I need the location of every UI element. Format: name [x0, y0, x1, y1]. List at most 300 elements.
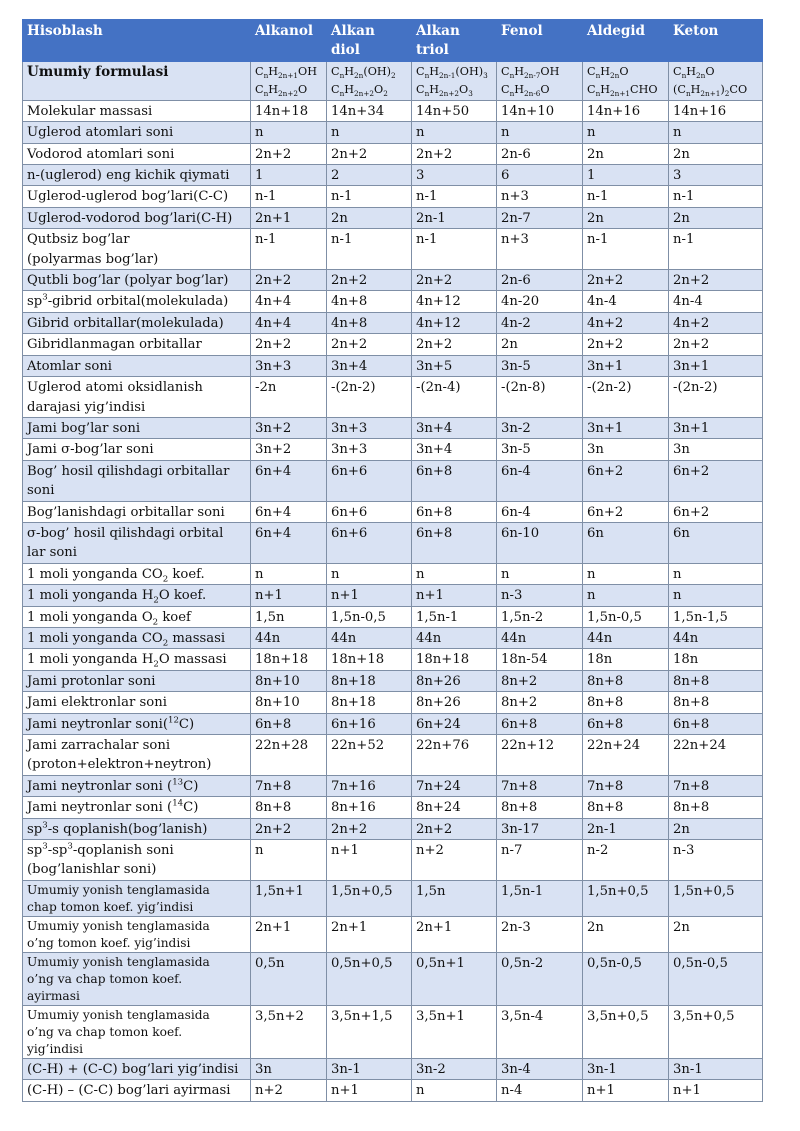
value-cell: 3n+3: [327, 417, 412, 438]
table-row: [23, 207, 763, 228]
value-cell: 3n+3: [251, 355, 327, 376]
value-cell: 8n+18: [327, 692, 412, 713]
value-cell: 44n: [669, 627, 763, 648]
formula-line: $C_nH_{2n+2}O$: [255, 83, 308, 99]
value-cell: n-1: [327, 186, 412, 207]
value-cell: n+1: [327, 840, 412, 881]
value-cell: 22n+12: [497, 735, 583, 776]
table-row: [23, 818, 763, 839]
value-cell: n-1: [251, 229, 327, 270]
value-cell: 0,5n+1: [412, 952, 497, 1005]
value-cell: 3n: [251, 1058, 327, 1079]
value-cell: 2n+2: [583, 270, 669, 291]
value-cell: 2n+1: [327, 916, 412, 952]
value-cell: n-1: [412, 186, 497, 207]
value-cell: 8n+8: [669, 797, 763, 818]
value-cell: 8n+18: [327, 670, 412, 691]
value-cell: 8n+8: [583, 670, 669, 691]
value-cell: 1,5n-1,5: [669, 606, 763, 627]
value-cell: 6n+4: [251, 522, 327, 563]
table-row: [23, 775, 763, 796]
value-cell: n: [669, 585, 763, 606]
value-cell: 8n+26: [412, 692, 497, 713]
value-cell: n: [583, 585, 669, 606]
value-cell: 0,5n: [251, 952, 327, 1005]
value-cell: 2n+1: [251, 916, 327, 952]
value-cell: 6n+4: [251, 460, 327, 501]
value-cell: 6n+4: [251, 501, 327, 522]
table-row: [23, 143, 763, 164]
value-cell: n: [412, 122, 497, 143]
formula-cell: [669, 61, 763, 100]
row-label: Uglerod-vodorod bog’lari(C-H): [23, 207, 251, 228]
value-cell: 3n-17: [497, 818, 583, 839]
value-cell: 2n+2: [251, 334, 327, 355]
row-label: Qutbli bog’lar (polyar bog’lar): [23, 270, 251, 291]
row-label: 1 moli yonganda $H_2O$ massasi: [23, 649, 251, 670]
value-cell: 18n: [669, 649, 763, 670]
value-cell: 3n+2: [251, 439, 327, 460]
row-label: $sp^3$-gibrid orbital(molekulada): [23, 291, 251, 312]
table-row: [23, 692, 763, 713]
value-cell: 1,5n+0,5: [327, 880, 412, 916]
table-row: [23, 880, 763, 916]
value-cell: 6n+6: [327, 501, 412, 522]
value-cell: 22n+52: [327, 735, 412, 776]
table-row: [23, 735, 763, 776]
value-cell: 1,5n+0,5: [583, 880, 669, 916]
value-cell: 22n+24: [583, 735, 669, 776]
value-cell: 44n: [327, 627, 412, 648]
value-cell: 2n+2: [412, 143, 497, 164]
table-row: [23, 797, 763, 818]
value-cell: 2n: [583, 916, 669, 952]
value-cell: 14n+18: [251, 100, 327, 121]
value-cell: -(2n-2): [583, 377, 669, 418]
row-label: Uglerod atomlari soni: [23, 122, 251, 143]
value-cell: 6n+8: [497, 713, 583, 734]
formula-cell: [497, 61, 583, 100]
value-cell: 4n+12: [412, 312, 497, 333]
row-label: Molekular massasi: [23, 100, 251, 121]
row-label: Umumiy yonish tenglamasida chap tomon koef. yig’indisi: [23, 880, 251, 916]
value-cell: 3n+5: [412, 355, 497, 376]
value-cell: 3,5n-4: [497, 1005, 583, 1058]
value-cell: 22n+76: [412, 735, 497, 776]
value-cell: 2n+2: [327, 818, 412, 839]
value-cell: 3,5n+1: [412, 1005, 497, 1058]
value-cell: 44n: [497, 627, 583, 648]
value-cell: n-1: [669, 186, 763, 207]
value-cell: 8n+8: [583, 692, 669, 713]
value-cell: 8n+2: [497, 692, 583, 713]
value-cell: 4n+8: [327, 312, 412, 333]
value-cell: 44n: [251, 627, 327, 648]
value-cell: n+3: [497, 229, 583, 270]
row-label: Jami protonlar soni: [23, 670, 251, 691]
value-cell: n: [327, 122, 412, 143]
table-row: [23, 312, 763, 333]
value-cell: 3n-2: [497, 417, 583, 438]
value-cell: 2n+2: [669, 334, 763, 355]
row-label: Qutbsiz bog’lar (polyarmas bog’lar): [23, 229, 251, 270]
value-cell: 8n+8: [251, 797, 327, 818]
value-cell: n: [669, 563, 763, 584]
table-row: [23, 334, 763, 355]
value-cell: n-7: [497, 840, 583, 881]
value-cell: 2n+2: [412, 818, 497, 839]
value-cell: n: [583, 122, 669, 143]
value-cell: n-2: [583, 840, 669, 881]
header-fenol: Fenol: [497, 20, 583, 62]
value-cell: 3n-5: [497, 439, 583, 460]
value-cell: n-1: [669, 229, 763, 270]
row-label: σ-bog’ hosil qilishdagi orbital lar soni: [23, 522, 251, 563]
value-cell: 4n-4: [669, 291, 763, 312]
value-cell: 2n+2: [669, 270, 763, 291]
value-cell: -(2n-2): [327, 377, 412, 418]
value-cell: 6n+6: [327, 460, 412, 501]
formula-line: $C_nH_{2n-6}O$: [501, 83, 550, 99]
table-row: [23, 649, 763, 670]
formula-line: $(C_nH_{2n+1})_2CO$: [673, 83, 748, 99]
table-row: [23, 522, 763, 563]
value-cell: 2n+2: [327, 334, 412, 355]
formula-line: $C_nH_{2n+2}O_3$: [416, 83, 473, 99]
value-cell: 6n: [669, 522, 763, 563]
value-cell: 2n: [497, 334, 583, 355]
table-row: [23, 186, 763, 207]
value-cell: 7n+16: [327, 775, 412, 796]
value-cell: 4n+8: [327, 291, 412, 312]
value-cell: 4n+12: [412, 291, 497, 312]
value-cell: 7n+8: [497, 775, 583, 796]
table-row: [23, 417, 763, 438]
formula-line: $C_nH_{2n}O$: [673, 64, 715, 81]
row-label: Umumiy yonish tenglamasida o’ng va chap tomon koef. yig’indisi: [23, 1005, 251, 1058]
table-row: [23, 270, 763, 291]
value-cell: 6n-4: [497, 460, 583, 501]
row-label: Gibrid orbitallar(molekulada): [23, 312, 251, 333]
value-cell: 4n-2: [497, 312, 583, 333]
value-cell: 2n: [669, 207, 763, 228]
value-cell: 2n: [669, 818, 763, 839]
header-keton: Keton: [669, 20, 763, 62]
formula-cell: [327, 61, 412, 100]
value-cell: n-1: [327, 229, 412, 270]
header-calculation: Hisoblash: [23, 20, 251, 62]
formula-comparison-table: [22, 19, 763, 1102]
value-cell: 1,5n-1: [412, 606, 497, 627]
value-cell: 2n+2: [583, 334, 669, 355]
value-cell: 7n+8: [251, 775, 327, 796]
value-cell: 6n-10: [497, 522, 583, 563]
row-label: Vodorod atomlari soni: [23, 143, 251, 164]
value-cell: 14n+16: [583, 100, 669, 121]
row-label: 1 moli yonganda $H_2O$ koef.: [23, 585, 251, 606]
table-row: [23, 377, 763, 418]
value-cell: n-1: [251, 186, 327, 207]
value-cell: 6n+8: [412, 522, 497, 563]
value-cell: 8n+2: [497, 670, 583, 691]
row-label: (C-H) – (C-C) bog’lari ayirmasi: [23, 1080, 251, 1101]
value-cell: 2n+2: [251, 270, 327, 291]
formula-line: $C_nH_{2n-1}(OH)_3$: [416, 64, 488, 81]
table-row: [23, 355, 763, 376]
value-cell: 3n: [669, 439, 763, 460]
value-cell: 3n-1: [583, 1058, 669, 1079]
row-label: Umumiy yonish tenglamasida o’ng tomon koef. yig’indisi: [23, 916, 251, 952]
value-cell: n: [412, 1080, 497, 1101]
value-cell: 6n-4: [497, 501, 583, 522]
value-cell: n+1: [412, 585, 497, 606]
value-cell: 3n+4: [412, 439, 497, 460]
value-cell: 22n+24: [669, 735, 763, 776]
value-cell: 6n+8: [412, 460, 497, 501]
value-cell: n+1: [583, 1080, 669, 1101]
formula-cell: [412, 61, 497, 100]
value-cell: 44n: [583, 627, 669, 648]
table-row: [23, 1080, 763, 1101]
value-cell: 1: [583, 165, 669, 186]
value-cell: 4n+4: [251, 312, 327, 333]
row-label: Jami bog’lar soni: [23, 417, 251, 438]
value-cell: 3n-5: [497, 355, 583, 376]
row-label: Bog’ hosil qilishdagi orbitallar soni: [23, 460, 251, 501]
value-cell: 4n+2: [669, 312, 763, 333]
value-cell: 3,5n+0,5: [669, 1005, 763, 1058]
header-alkan-diol: Alkan diol: [327, 20, 412, 62]
table-row: [23, 165, 763, 186]
value-cell: 2n: [669, 916, 763, 952]
value-cell: 8n+16: [327, 797, 412, 818]
table-header: [23, 20, 763, 62]
value-cell: 1,5n+0,5: [669, 880, 763, 916]
header-aldegid: Aldegid: [583, 20, 669, 62]
value-cell: 2n+2: [327, 270, 412, 291]
value-cell: n-3: [669, 840, 763, 881]
value-cell: 4n+2: [583, 312, 669, 333]
value-cell: 6n+8: [669, 713, 763, 734]
row-label: n-(uglerod) eng kichik qiymati: [23, 165, 251, 186]
value-cell: 14n+16: [669, 100, 763, 121]
table-row: [23, 606, 763, 627]
value-cell: 14n+10: [497, 100, 583, 121]
value-cell: 6n+16: [327, 713, 412, 734]
value-cell: n-3: [497, 585, 583, 606]
table-row: [23, 952, 763, 1005]
value-cell: -(2n-4): [412, 377, 497, 418]
value-cell: n: [412, 563, 497, 584]
value-cell: n+1: [251, 585, 327, 606]
value-cell: 2n-1: [583, 818, 669, 839]
table-row: [23, 840, 763, 881]
value-cell: 22n+28: [251, 735, 327, 776]
value-cell: 2n: [583, 143, 669, 164]
row-label: Jami σ-bog’lar soni: [23, 439, 251, 460]
formula-line: $C_nH_{2n}(OH)_2$: [331, 64, 396, 81]
value-cell: 1,5n-0,5: [583, 606, 669, 627]
value-cell: 8n+24: [412, 797, 497, 818]
value-cell: n+3: [497, 186, 583, 207]
formula-row-label: Umumiy formulasi: [23, 61, 251, 100]
value-cell: 0,5n-0,5: [669, 952, 763, 1005]
value-cell: 2n-1: [412, 207, 497, 228]
table-body: [23, 61, 763, 1101]
formula-line: $C_nH_{2n+1}OH$: [255, 64, 317, 81]
value-cell: 1: [251, 165, 327, 186]
table-row: [23, 627, 763, 648]
value-cell: 7n+8: [669, 775, 763, 796]
row-label: Umumiy yonish tenglamasida o’ng va chap tomon koef. ayirmasi: [23, 952, 251, 1005]
value-cell: 7n+8: [583, 775, 669, 796]
table-row: [23, 585, 763, 606]
value-cell: 3n+1: [669, 355, 763, 376]
value-cell: n+2: [412, 840, 497, 881]
row-label: $sp^3-sp^3$-qoplanish soni (bog’lanishlar soni): [23, 840, 251, 881]
value-cell: 18n: [583, 649, 669, 670]
value-cell: 2n+1: [251, 207, 327, 228]
value-cell: 6n+24: [412, 713, 497, 734]
value-cell: 6: [497, 165, 583, 186]
value-cell: 8n+26: [412, 670, 497, 691]
table-row: [23, 501, 763, 522]
value-cell: n-1: [412, 229, 497, 270]
value-cell: n: [251, 563, 327, 584]
table-row: [23, 291, 763, 312]
value-cell: 2n: [669, 143, 763, 164]
row-label: Uglerod-uglerod bog’lari(C-C): [23, 186, 251, 207]
value-cell: 1,5n: [251, 606, 327, 627]
formula-line: $C_nH_{2n}O$: [587, 64, 629, 81]
value-cell: 3n+4: [412, 417, 497, 438]
value-cell: 2n: [583, 207, 669, 228]
value-cell: 6n+8: [251, 713, 327, 734]
value-cell: n+1: [327, 1080, 412, 1101]
value-cell: 1,5n-0,5: [327, 606, 412, 627]
row-label: Jami neytronlar soni ($^{14}$C): [23, 797, 251, 818]
value-cell: 2n+1: [412, 916, 497, 952]
row-label: Jami neytronlar soni ($^{13}$C): [23, 775, 251, 796]
value-cell: 4n+4: [251, 291, 327, 312]
formula-line: $C_nH_{2n+1}CHO$: [587, 83, 658, 99]
table-row: [23, 122, 763, 143]
value-cell: 8n+10: [251, 692, 327, 713]
value-cell: 6n+2: [669, 460, 763, 501]
value-cell: n: [497, 563, 583, 584]
value-cell: 7n+24: [412, 775, 497, 796]
table-row: [23, 439, 763, 460]
row-label: Jami neytronlar soni($^{12}$C): [23, 713, 251, 734]
value-cell: -2n: [251, 377, 327, 418]
value-cell: 3n-4: [497, 1058, 583, 1079]
value-cell: 6n+2: [583, 460, 669, 501]
value-cell: 8n+8: [669, 670, 763, 691]
value-cell: 2n+2: [327, 143, 412, 164]
table-row: [23, 1005, 763, 1058]
row-label: Jami elektronlar soni: [23, 692, 251, 713]
value-cell: 6n: [583, 522, 669, 563]
value-cell: n: [251, 122, 327, 143]
value-cell: 2n+2: [412, 334, 497, 355]
table-row: [23, 713, 763, 734]
value-cell: 6n+8: [583, 713, 669, 734]
value-cell: 3n+1: [583, 417, 669, 438]
value-cell: 3n+1: [583, 355, 669, 376]
value-cell: 8n+8: [669, 692, 763, 713]
row-label: Bog’lanishdagi orbitallar soni: [23, 501, 251, 522]
value-cell: 3n: [583, 439, 669, 460]
value-cell: 3n+1: [669, 417, 763, 438]
formula-row: [23, 61, 763, 100]
value-cell: n-1: [583, 186, 669, 207]
value-cell: 1,5n-1: [497, 880, 583, 916]
row-label: Gibridlanmagan orbitallar: [23, 334, 251, 355]
value-cell: n+1: [669, 1080, 763, 1101]
value-cell: 18n+18: [251, 649, 327, 670]
formula-line: $C_nH_{2n-7}OH$: [501, 64, 560, 81]
table-row: [23, 460, 763, 501]
table-row: [23, 100, 763, 121]
value-cell: n: [251, 840, 327, 881]
value-cell: 6n+2: [669, 501, 763, 522]
row-label: $sp^3-s$ qoplanish(bog’lanish): [23, 818, 251, 839]
table-row: [23, 563, 763, 584]
row-label: Atomlar soni: [23, 355, 251, 376]
value-cell: 3n-1: [327, 1058, 412, 1079]
value-cell: 3n+3: [327, 439, 412, 460]
value-cell: 2: [327, 165, 412, 186]
header-alkan-triol: Alkan triol: [412, 20, 497, 62]
value-cell: 3,5n+1,5: [327, 1005, 412, 1058]
value-cell: 2n-7: [497, 207, 583, 228]
value-cell: n+1: [327, 585, 412, 606]
value-cell: 2n+2: [251, 818, 327, 839]
value-cell: n-4: [497, 1080, 583, 1101]
value-cell: 2n-3: [497, 916, 583, 952]
table-row: [23, 916, 763, 952]
value-cell: n: [669, 122, 763, 143]
value-cell: 4n-4: [583, 291, 669, 312]
row-label: 1 moli yonganda $CO_2$ koef.: [23, 563, 251, 584]
row-label: Uglerod atomi oksidlanish darajasi yig’indisi: [23, 377, 251, 418]
row-label: 1 moli yonganda $CO_2$ massasi: [23, 627, 251, 648]
value-cell: 8n+8: [583, 797, 669, 818]
value-cell: 6n+8: [412, 501, 497, 522]
value-cell: n: [583, 563, 669, 584]
value-cell: 18n+18: [412, 649, 497, 670]
value-cell: 18n-54: [497, 649, 583, 670]
value-cell: 3n-1: [669, 1058, 763, 1079]
row-label: (C-H) + (C-C) bog’lari yig’indisi: [23, 1058, 251, 1079]
value-cell: 2n: [327, 207, 412, 228]
value-cell: n: [497, 122, 583, 143]
header-row: [23, 20, 763, 62]
value-cell: -(2n-2): [669, 377, 763, 418]
value-cell: 3n-2: [412, 1058, 497, 1079]
formula-cell: [251, 61, 327, 100]
value-cell: 1,5n: [412, 880, 497, 916]
row-label: Jami zarrachalar soni (proton+elektron+neytron): [23, 735, 251, 776]
value-cell: 2n-6: [497, 270, 583, 291]
value-cell: 44n: [412, 627, 497, 648]
formula-line: $C_nH_{2n+2}O_2$: [331, 83, 388, 99]
value-cell: 4n-20: [497, 291, 583, 312]
value-cell: 0,5n-2: [497, 952, 583, 1005]
value-cell: 8n+8: [497, 797, 583, 818]
value-cell: 18n+18: [327, 649, 412, 670]
formula-cell: [583, 61, 669, 100]
